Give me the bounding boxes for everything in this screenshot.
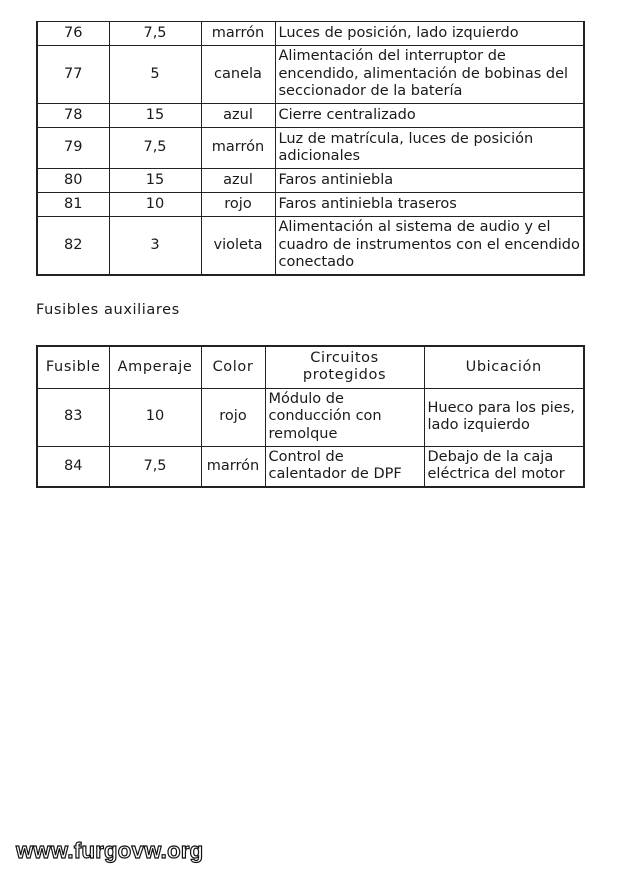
auxiliary-fuse-table (36, 345, 585, 488)
amperage-cell: 3 (109, 217, 201, 275)
amperage-cell: 10 (109, 193, 201, 217)
section-title: Fusibles auxiliares (36, 302, 180, 318)
fuse-number-cell: 77 (37, 46, 109, 104)
location-cell: Debajo de la caja eléctrica del motor (424, 446, 584, 487)
table-header-row (37, 346, 584, 388)
circuit-cell: Faros antiniebla traseros (275, 193, 584, 217)
color-cell: azul (201, 104, 275, 128)
amperage-cell: 7,5 (109, 446, 201, 487)
fuse-number-cell: 78 (37, 104, 109, 128)
fuse-number-cell: 81 (37, 193, 109, 217)
circuit-cell: Módulo de conducción con remolque (265, 388, 424, 446)
circuit-cell: Luces de posición, lado izquierdo (275, 22, 584, 46)
location-cell: Hueco para los pies, lado izquierdo (424, 388, 584, 446)
amperage-cell: 15 (109, 104, 201, 128)
table-row (37, 46, 584, 104)
color-cell: marrón (201, 446, 265, 487)
circuit-cell: Alimentación al sistema de audio y el cuadro de instrumentos con el encendido conectado (275, 217, 584, 275)
fuse-number-cell: 79 (37, 128, 109, 169)
table-row (37, 193, 584, 217)
color-cell: rojo (201, 388, 265, 446)
header-fuse: Fusible (37, 346, 109, 388)
fuse-number-cell: 80 (37, 169, 109, 193)
color-cell: marrón (201, 128, 275, 169)
header-circuits: Circuitos protegidos (265, 346, 424, 388)
table-row (37, 128, 584, 169)
fuse-number-cell: 82 (37, 217, 109, 275)
header-location: Ubicación (424, 346, 584, 388)
color-cell: rojo (201, 193, 275, 217)
circuit-cell: Control de calentador de DPF (265, 446, 424, 487)
amperage-cell: 7,5 (109, 22, 201, 46)
amperage-cell: 5 (109, 46, 201, 104)
table-row (37, 388, 584, 446)
fuse-table (36, 21, 585, 276)
fuse-number-cell: 83 (37, 388, 109, 446)
color-cell: canela (201, 46, 275, 104)
fuse-number-cell: 76 (37, 22, 109, 46)
table-row (37, 446, 584, 487)
header-amperage: Amperaje (109, 346, 201, 388)
color-cell: azul (201, 169, 275, 193)
site-watermark: www.furgovw.org (16, 838, 204, 863)
fuse-number-cell: 84 (37, 446, 109, 487)
table-row (37, 22, 584, 46)
table-row (37, 169, 584, 193)
amperage-cell: 10 (109, 388, 201, 446)
header-color: Color (201, 346, 265, 388)
table-row (37, 104, 584, 128)
circuit-cell: Faros antiniebla (275, 169, 584, 193)
color-cell: violeta (201, 217, 275, 275)
amperage-cell: 7,5 (109, 128, 201, 169)
circuit-cell: Luz de matrícula, luces de posición adicionales (275, 128, 584, 169)
circuit-cell: Cierre centralizado (275, 104, 584, 128)
amperage-cell: 15 (109, 169, 201, 193)
table-row (37, 217, 584, 275)
circuit-cell: Alimentación del interruptor de encendido, alimentación de bobinas del seccionador de la batería (275, 46, 584, 104)
color-cell: marrón (201, 22, 275, 46)
